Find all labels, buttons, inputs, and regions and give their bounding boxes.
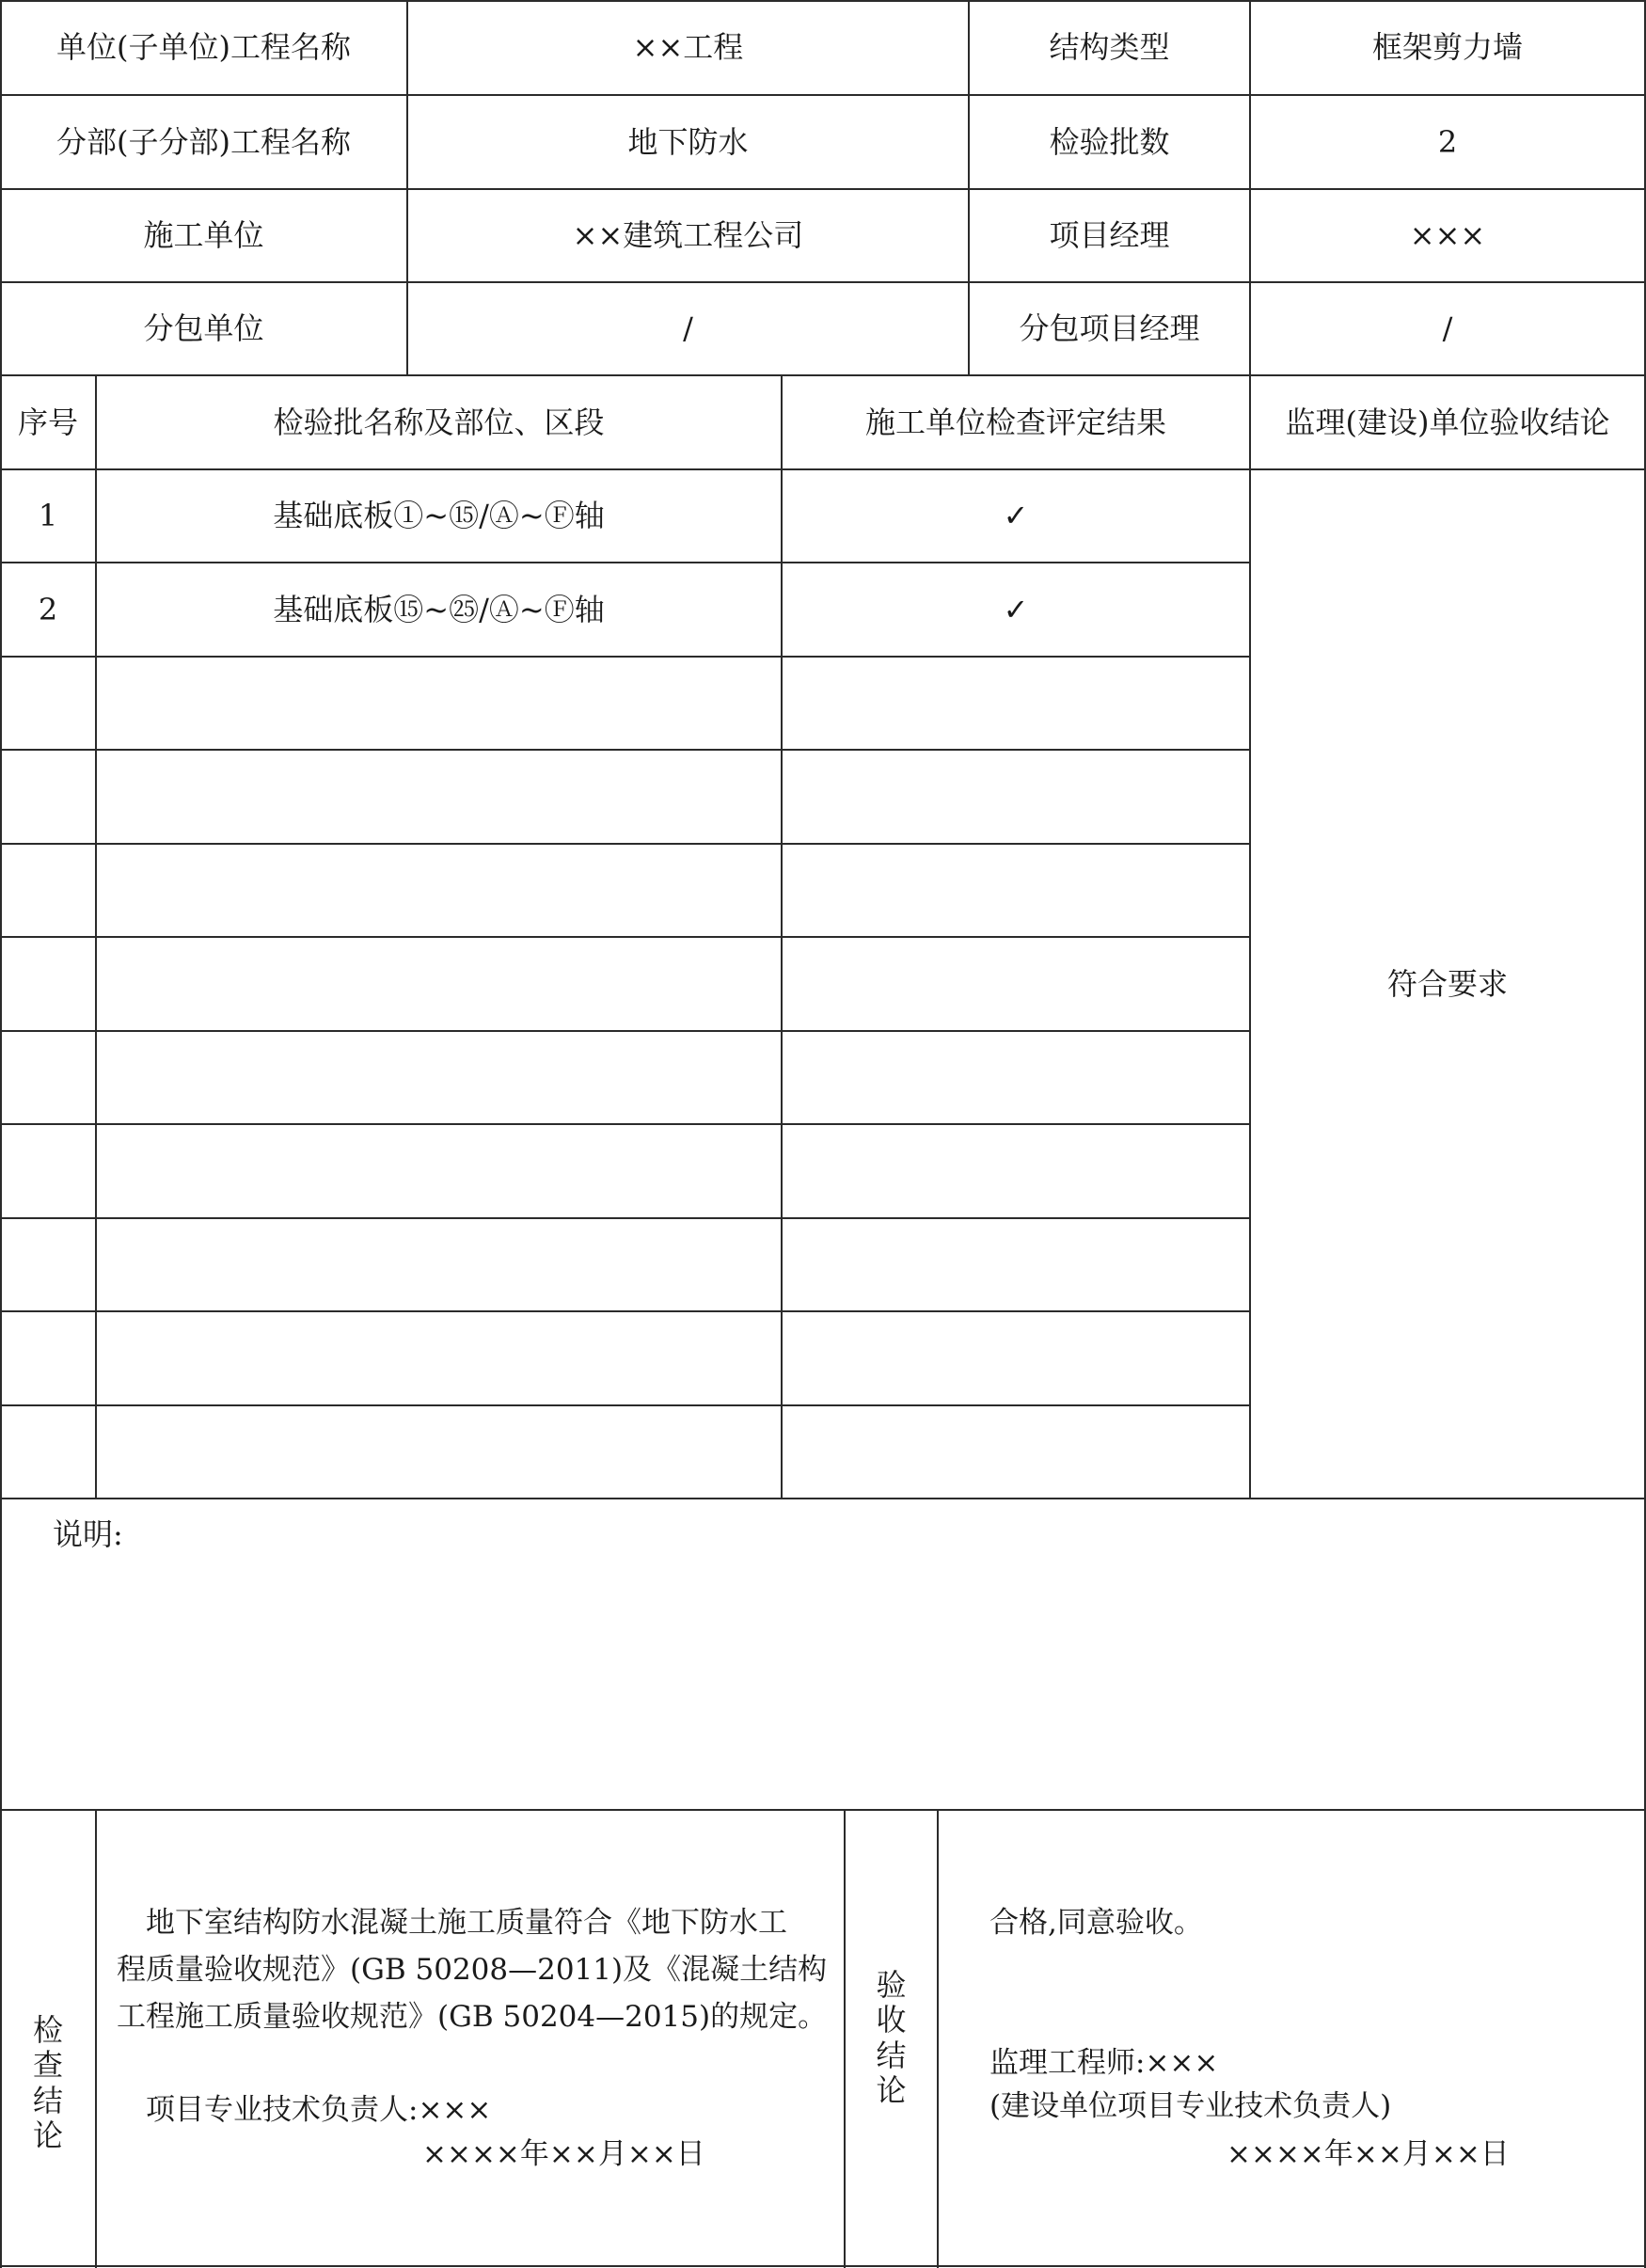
table-row-name: 基础底板①~⑮/Ⓐ~Ⓕ轴 (273, 498, 605, 534)
inspection-label-char: 检 (32, 2011, 63, 2048)
inspection-label (0, 1810, 96, 2266)
column-header-batch-name: 检验批名称及部位、区段 (273, 404, 605, 440)
project-name-value: ××工程 (632, 29, 744, 66)
acceptance-label-char: 论 (876, 2071, 907, 2108)
rule (0, 1404, 1249, 1406)
inspection-signer: 项目专业技术负责人:××× (117, 2093, 492, 2127)
acceptance-conclusion: 合格,同意验收。 (989, 1906, 1203, 1940)
acceptance-label-char: 收 (876, 2002, 907, 2038)
sub-manager-label: 分包项目经理 (1019, 310, 1200, 347)
acceptance-engineer: 监理工程师:××× (989, 2046, 1219, 2080)
column-header-contractor-result: 施工单位检查评定结果 (864, 404, 1166, 440)
rule (0, 1030, 1249, 1032)
rule (0, 2265, 1646, 2267)
acceptance-date: ××××年××月××日 (1227, 2137, 1510, 2171)
division-label: 分部(子分部)工程名称 (56, 123, 351, 160)
rule (0, 1809, 1646, 1811)
inspection-date: ××××年××月××日 (422, 2137, 705, 2171)
subcontractor-label: 分包单位 (143, 310, 264, 347)
acceptance-label-char: 验 (876, 1966, 907, 2003)
inspection-text-line: 工程施工质量验收规范》(GB 50204—2015)的规定。 (117, 2000, 828, 2034)
table-row-no: 2 (38, 591, 58, 627)
subcontractor-value: / (683, 310, 693, 347)
acceptance-label-char: 结 (876, 2037, 907, 2073)
column-header-supervision-conclusion: 监理(建设)单位验收结论 (1285, 404, 1610, 440)
project-manager-label: 项目经理 (1049, 217, 1170, 254)
rule (0, 843, 1249, 845)
contractor-value: ××建筑工程公司 (572, 217, 804, 254)
sub-manager-value: / (1442, 310, 1453, 347)
batch-count-value: 2 (1437, 123, 1458, 160)
inspection-text-line: 地下室结构防水混凝土施工质量符合《地下防水工 (117, 1906, 787, 1940)
inspection-label-char: 论 (32, 2117, 63, 2153)
project-manager-value: ××× (1409, 217, 1486, 254)
inspection-text-line: 程质量验收规范》(GB 50208—2011)及《混凝土结构 (117, 1953, 828, 1987)
supervision-conclusion: 符合要求 (1386, 965, 1508, 1002)
contractor-label: 施工单位 (143, 217, 264, 254)
acceptance-owner-note: (建设单位项目专业技术负责人) (989, 2089, 1392, 2123)
rule (0, 1123, 1249, 1125)
remark-label: 说明: (53, 1516, 123, 1552)
structure-type-label: 结构类型 (1049, 29, 1170, 66)
column-header-no: 序号 (17, 404, 78, 440)
rule (0, 749, 1249, 751)
table-row-result: ✓ (1003, 591, 1029, 627)
batch-count-label: 检验批数 (1049, 123, 1170, 160)
rule (0, 1217, 1249, 1219)
acceptance-label (845, 1810, 938, 2266)
table-row-result: ✓ (1003, 498, 1029, 534)
table-row-no: 1 (38, 498, 58, 534)
project-name-label: 单位(子单位)工程名称 (56, 29, 351, 66)
table-row-name: 基础底板⑮~㉕/Ⓐ~Ⓕ轴 (273, 591, 605, 627)
inspection-label-char: 结 (32, 2082, 63, 2118)
structure-type-value: 框架剪力墙 (1371, 29, 1523, 66)
rule (0, 1310, 1249, 1312)
division-value: 地下防水 (627, 123, 749, 160)
rule (0, 936, 1249, 938)
inspection-label-char: 查 (32, 2047, 63, 2084)
